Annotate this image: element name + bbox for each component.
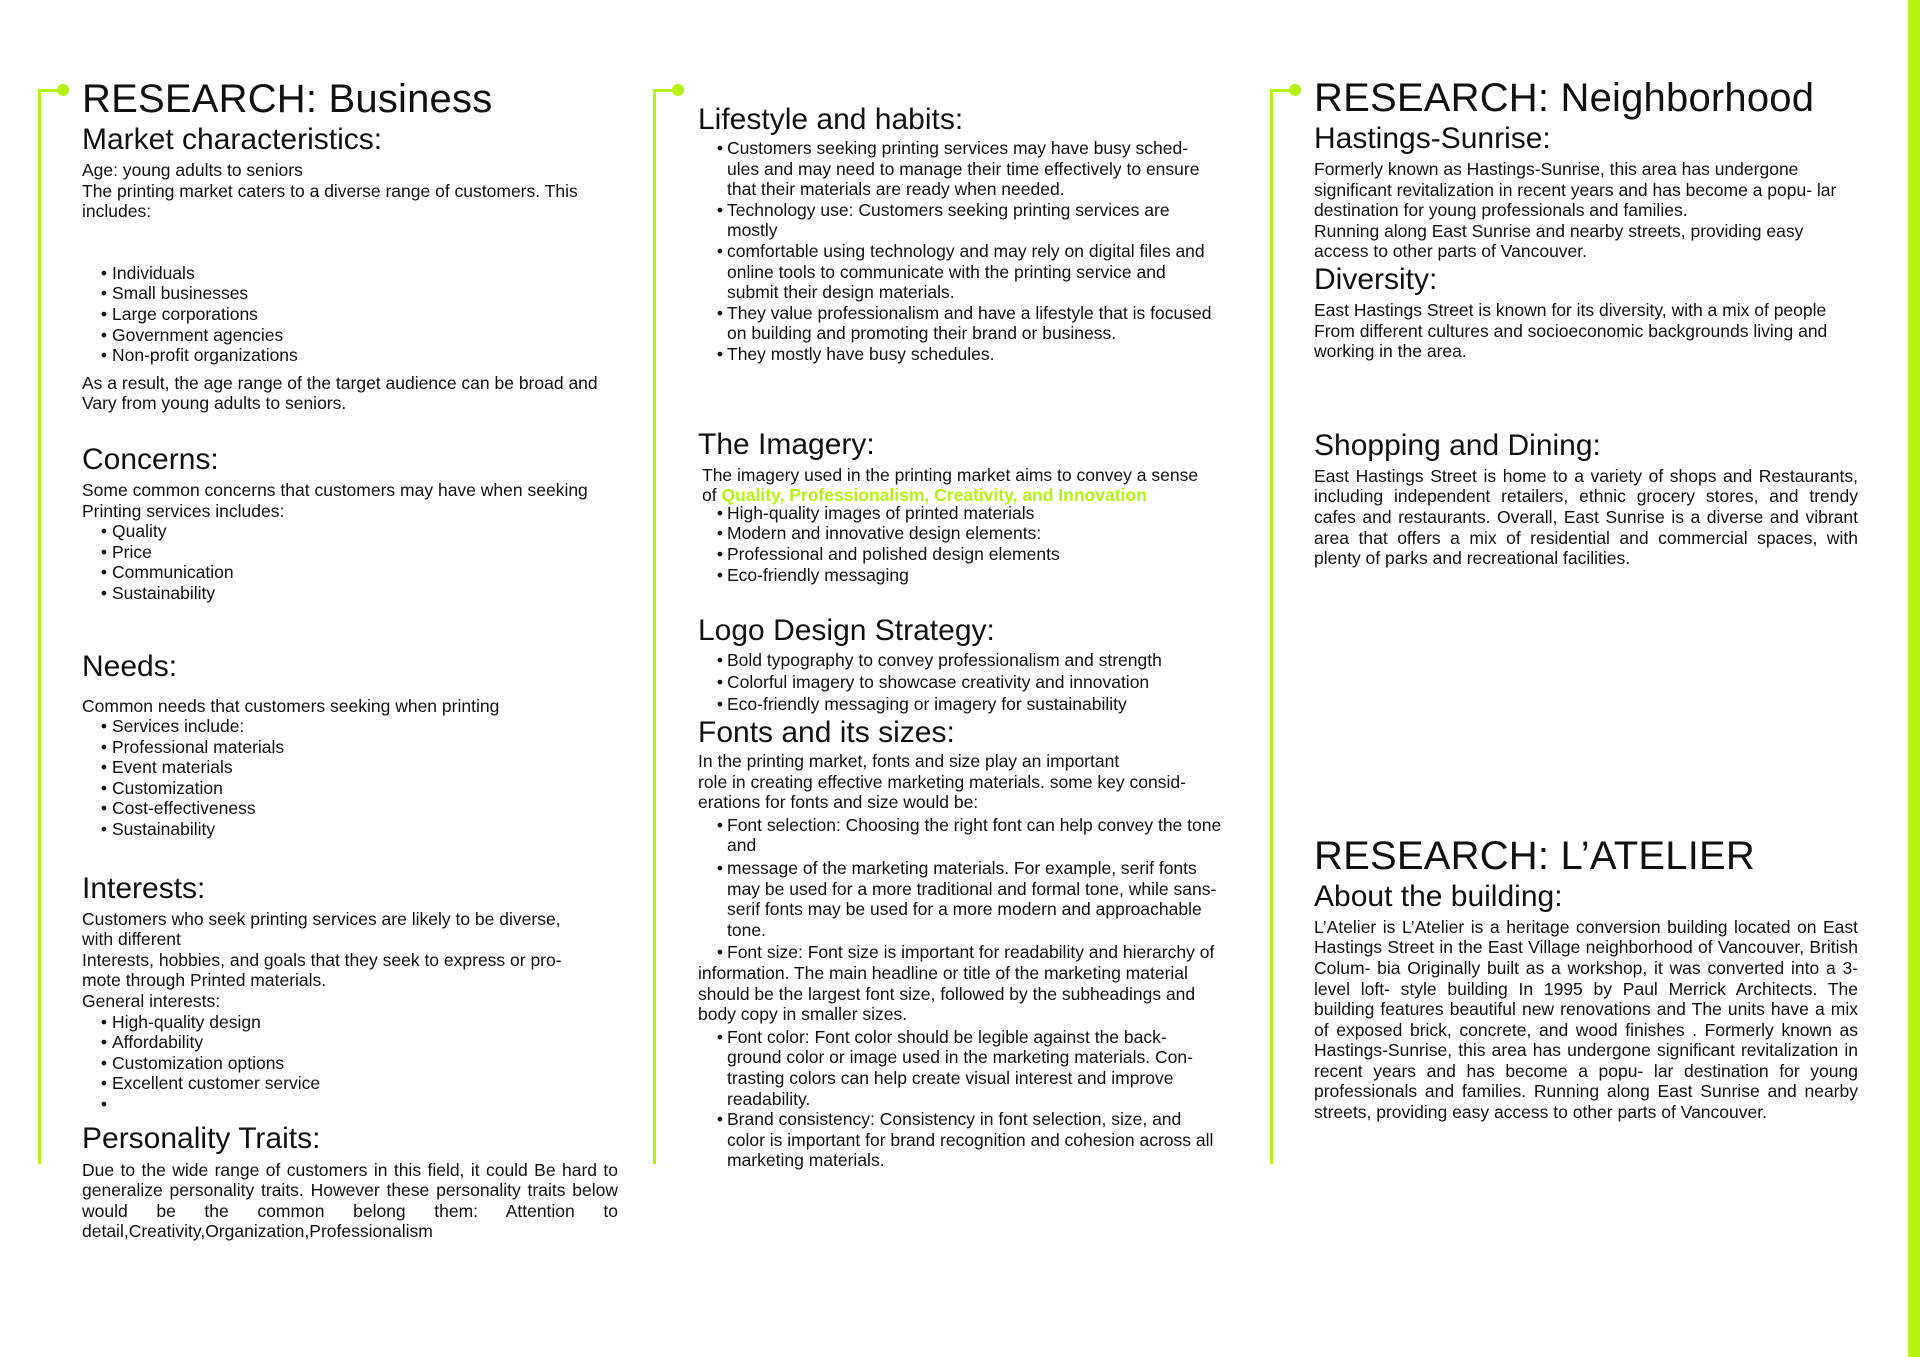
list-item: • Large corporations <box>82 304 622 325</box>
fonts-continuation: information. The main headline or title of the marketing material should be the largest font size, followed by the subheadings and body copy in smaller sizes. <box>698 963 1196 1025</box>
fonts-intro-1: In the printing market, fonts and size play an important <box>698 751 1120 772</box>
logo-heading: Logo Design Strategy: <box>698 614 995 648</box>
hastings-heading: Hastings-Sunrise: <box>1314 122 1551 155</box>
diversity-p1: East Hastings Street is known for its diversity, with a mix of people <box>1314 299 1827 320</box>
imagery-intro: The imagery used in the printing market aims to convey a sense <box>702 464 1199 485</box>
imagery-prefix: of <box>702 485 717 506</box>
list-item: • Bold typography to convey professionalism and strength <box>698 649 1238 671</box>
list-item: • Font selection: Choosing the right font can help convey the tone and <box>698 815 1224 856</box>
list-item <box>82 1094 622 1115</box>
list-item: • Price <box>82 542 622 563</box>
section-marker-icon <box>653 89 656 1164</box>
interests-list <box>82 1012 622 1115</box>
market-intro: The printing market caters to a diverse range of customers. This includes: <box>82 180 578 222</box>
list-item: • Affordability <box>82 1032 622 1053</box>
diversity-p2: From different cultures and socioeconomic backgrounds living and working in the area. <box>1314 320 1828 362</box>
fonts-heading: Fonts and its sizes: <box>698 716 955 750</box>
list-item: • High-quality images of printed materials <box>698 503 1238 524</box>
list-item: • Font size: Font size is important for readability and hierarchy of <box>698 942 1224 963</box>
fonts-intro-2: role in creating effective marketing materials. some key consid- erations for fonts and size would be: <box>698 771 1186 813</box>
list-item: • Colorful imagery to showcase creativity and innovation <box>698 671 1238 693</box>
section-marker-icon <box>1270 89 1273 1164</box>
market-list <box>82 263 622 366</box>
list-item: • Customization options <box>82 1053 622 1074</box>
lifestyle-list <box>698 138 1218 365</box>
atelier-text: L’Atelier is L’Atelier is a heritage conversion building located on East Hastings Street in the East Village neighborhood of Vancouver, British Colum- bia Originally built as a workshop, it was converted into a 3-level loft- style building In 1995 by Paul Merrick Architects. The building features beautiful new renovations and The units have a mix of exposed brick, concrete, and wood finishes . Formerly known as Hastings-Sunrise, this area has undergone significant revitalization in recent years and has become a popu- lar destination for young professionals and families. Running along East Sunrise and nearby streets, providing easy access to other parts of Vancouver. <box>1314 916 1858 1123</box>
list-item: • Excellent customer service <box>82 1073 622 1094</box>
lifestyle-heading: Lifestyle and habits: <box>698 103 964 136</box>
needs-heading: Needs: <box>82 649 178 683</box>
list-item: • Services include: <box>82 716 622 737</box>
accent-edge-bar <box>1908 0 1920 1357</box>
market-age: Age: young adults to seniors <box>82 160 303 180</box>
list-item: • Cost-effectiveness <box>82 798 622 819</box>
middle-column <box>698 70 1238 1171</box>
list-item: • Font color: Font color should be legible against the back- ground color or image used in the marketing materials. Con- trasting colors can help create visual interest and improve readability. <box>698 1027 1218 1109</box>
list-item: • Professional materials <box>82 737 622 758</box>
list-item: • Professional and polished design elements <box>698 544 1238 565</box>
list-item: • Communication <box>82 562 622 583</box>
neighborhood-title: RESEARCH: Neighborhood <box>1314 76 1815 120</box>
neighborhood-column <box>1314 70 1859 1123</box>
fonts-list-a <box>698 815 1224 963</box>
list-item: • comfortable using technology and may rely on digital files and online tools to communicate with the printing service and submit their design materials. <box>698 241 1218 303</box>
list-item: • Non-profit organizations <box>82 345 622 366</box>
imagery-list <box>698 503 1238 585</box>
business-column <box>82 70 622 1242</box>
list-item: • Eco-friendly messaging or imagery for sustainability <box>698 693 1238 715</box>
list-item: • Modern and innovative design elements: <box>698 523 1238 544</box>
list-item: • Sustainability <box>82 819 622 840</box>
interests-p3: General interests: <box>82 991 221 1012</box>
needs-list <box>82 716 622 840</box>
list-item: • They value professionalism and have a lifestyle that is focused on building and promoting their brand or business. <box>698 303 1218 344</box>
list-item: • Customers seeking printing services may have busy sched- ules and may need to manage their time effectively to ensure that their materials are ready when needed. <box>698 138 1218 200</box>
list-item: • Small businesses <box>82 283 622 304</box>
list-item: • message of the marketing materials. For example, serif fonts may be used for a more traditional and formal tone, while sans-serif fonts may be used for a more modern and approachable tone. <box>698 858 1224 940</box>
personality-heading: Personality Traits: <box>82 1121 321 1155</box>
market-heading: Market characteristics: <box>82 123 383 156</box>
shopping-heading: Shopping and Dining: <box>1314 428 1601 462</box>
business-title: RESEARCH: Business <box>82 77 493 121</box>
list-item: • High-quality design <box>82 1012 622 1033</box>
list-item: • Event materials <box>82 757 622 778</box>
interests-p2: Interests, hobbies, and goals that they seek to express or pro- mote through Printed materials. <box>82 949 562 991</box>
list-item: • Sustainability <box>82 583 622 604</box>
list-item: • Individuals <box>82 263 622 284</box>
concerns-list <box>82 521 622 603</box>
fonts-list-b <box>698 1027 1218 1171</box>
atelier-heading: About the building: <box>1314 879 1563 913</box>
list-item: • Quality <box>82 521 622 542</box>
shopping-text: East Hastings Street is home to a variety of shops and Restaurants, including independent retailers, ethnic grocery stores, and trendy cafes and restaurants. Overall, East Sunrise is a diverse and vibrant area that offers a mix of residential and commercial spaces, with plenty of parks and recreational facilities. <box>1314 465 1858 569</box>
imagery-heading: The Imagery: <box>698 427 875 461</box>
list-item: • Government agencies <box>82 325 622 346</box>
diversity-heading: Diversity: <box>1314 262 1438 296</box>
imagery-highlight: Quality, Professionalism, Creativity, and Innovation <box>721 485 1147 506</box>
hastings-p1: Formerly known as Hastings-Sunrise, this area has undergone significant revitalization in recent years and has become a popu- lar destination for young professionals and families. <box>1314 159 1837 221</box>
atelier-title: RESEARCH: L’ATELIER <box>1314 833 1755 878</box>
concerns-heading: Concerns: <box>82 442 219 476</box>
personality-text: Due to the wide range of customers in this field, it could Be hard to generalize personality traits. However these personality traits below would be the common belong them: Attention to detail,Creativity,Organization,Professionalism <box>82 1159 618 1242</box>
list-item: • Brand consistency: Consistency in font selection, size, and color is important for brand recognition and cohesion across all marketing materials. <box>698 1109 1218 1171</box>
interests-p1: Customers who seek printing services are likely to be diverse, with different <box>82 908 561 950</box>
list-item: • Technology use: Customers seeking printing services are mostly <box>698 200 1218 241</box>
list-item: • Customization <box>82 778 622 799</box>
hastings-p2: Running along East Sunrise and nearby streets, providing easy access to other parts of Vancouver. <box>1314 220 1804 262</box>
logo-list <box>698 649 1238 715</box>
interests-heading: Interests: <box>82 871 206 905</box>
section-marker-icon <box>38 89 41 1164</box>
list-item: • They mostly have busy schedules. <box>698 344 1218 365</box>
list-item: • Eco-friendly messaging <box>698 565 1238 586</box>
concerns-intro: Some common concerns that customers may have when seeking Printing services includes: <box>82 479 588 521</box>
market-outro: As a result, the age range of the target audience can be broad and Vary from young adults to seniors. <box>82 372 598 414</box>
needs-intro: Common needs that customers seeking when printing <box>82 695 500 716</box>
